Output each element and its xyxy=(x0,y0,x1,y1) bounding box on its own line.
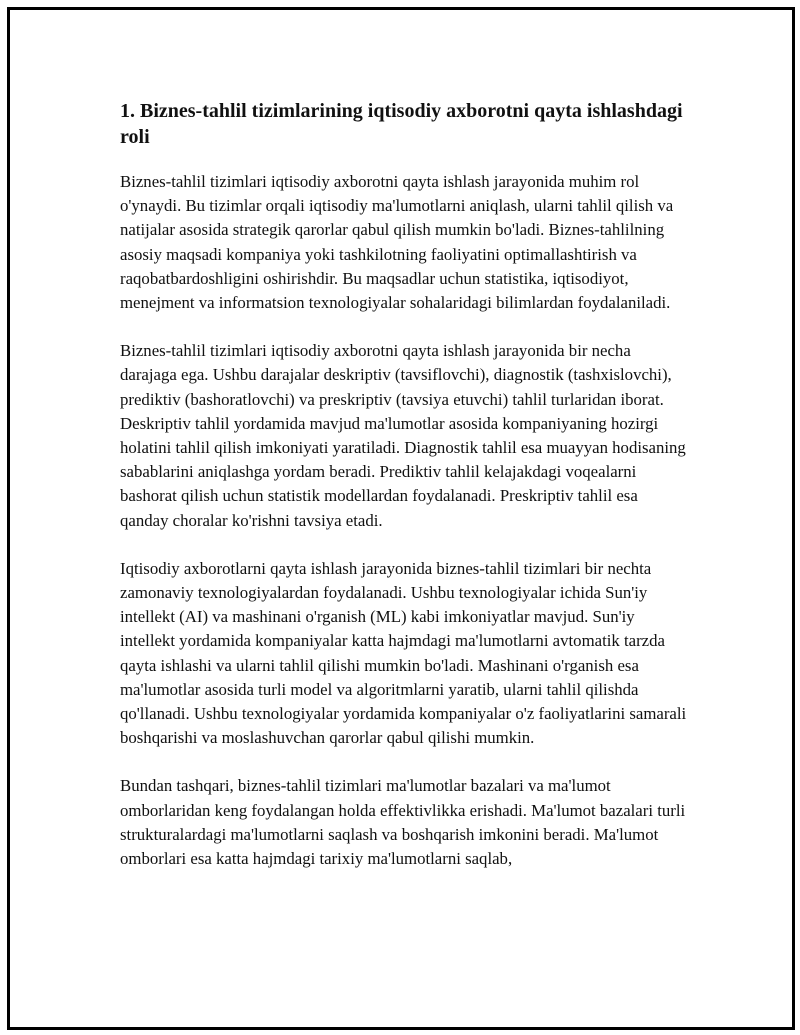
paragraph-1: Biznes-tahlil tizimlari iqtisodiy axborotni qayta ishlash jarayonida muhim rol o'ynaydi. Bu tizimlar orqali iqtisodiy ma'lumotlarni aniqlash, ularni tahlil qilish va natijalar asosida strategik qarorlar qabul qilish mumkin bo'ladi. Biznes-tahlilning asosiy maqsadi kompaniya yoki tashkilotning faoliyatini optimallashtirish va raqobatbardoshligini oshirishdir. Bu maqsadlar uchun statistika, iqtisodiyot, menejment va informatsion texnologiyalar sohalaridagi bilimlardan foydalaniladi. xyxy=(120,172,674,313)
paragraph-2: Biznes-tahlil tizimlari iqtisodiy axborotni qayta ishlash jarayonida bir necha darajaga ega. Ushbu darajalar deskriptiv (tavsiflovchi), diagnostik (tashxislovchi), prediktiv (bashoratlovchi) va preskriptiv (tavsiya etuvchi) tahlil turlaridan iborat. Deskriptiv tahlil yordamida mavjud ma'lumotlar asosida kompaniyaning hozirgi holatini tahlil qilish imkoniyati yaratiladi. Diagnostik tahlil esa muayyan hodisaning sabablarini aniqlashga yordam beradi. Prediktiv tahlil kelajakdagi voqealarni bashorat qilish uchun statistik modellardan foydalanadi. Preskriptiv tahlil esa qanday choralar ko'rishni tavsiya etadi. xyxy=(120,341,686,530)
document-body xyxy=(120,98,690,895)
page-frame xyxy=(7,7,795,1030)
section-heading: 1. Biznes-tahlil tizimlarining iqtisodiy axborotni qayta ishlashdagi roli xyxy=(120,100,683,148)
paragraph-3: Iqtisodiy axborotlarni qayta ishlash jarayonida biznes-tahlil tizimlari bir nechta zamonaviy texnologiyalardan foydalanadi. Ushbu texnologiyalar ichida Sun'iy intellekt (AI) va mashinani o'rganish (ML) kabi imkoniyatlar mavjud. Sun'iy intellekt yordamida kompaniyalar katta hajmdagi ma'lumotlarni avtomatik tarzda qayta ishlashi va ularni tahlil qilishi mumkin bo'ladi. Mashinani o'rganish esa ma'lumotlar asosida turli model va algoritmlarni yaratib, ularni tahlil qilishda qo'llanadi. Ushbu texnologiyalar yordamida kompaniyalar o'z faoliyatlarini samarali boshqarishi va moslashuvchan qarorlar qabul qilishi mumkin. xyxy=(120,558,687,748)
paragraph-4: Bundan tashqari, biznes-tahlil tizimlari ma'lumotlar bazalari va ma'lumot omborlaridan keng foydalangan holda effektivlikka erishadi. Ma'lumot bazalari turli strukturalardagi ma'lumotlarni saqlash va boshqarish imkonini beradi. Ma'lumot omborlari esa katta hajmdagi tarixiy ma'lumotlarni saqlab, xyxy=(120,776,686,869)
